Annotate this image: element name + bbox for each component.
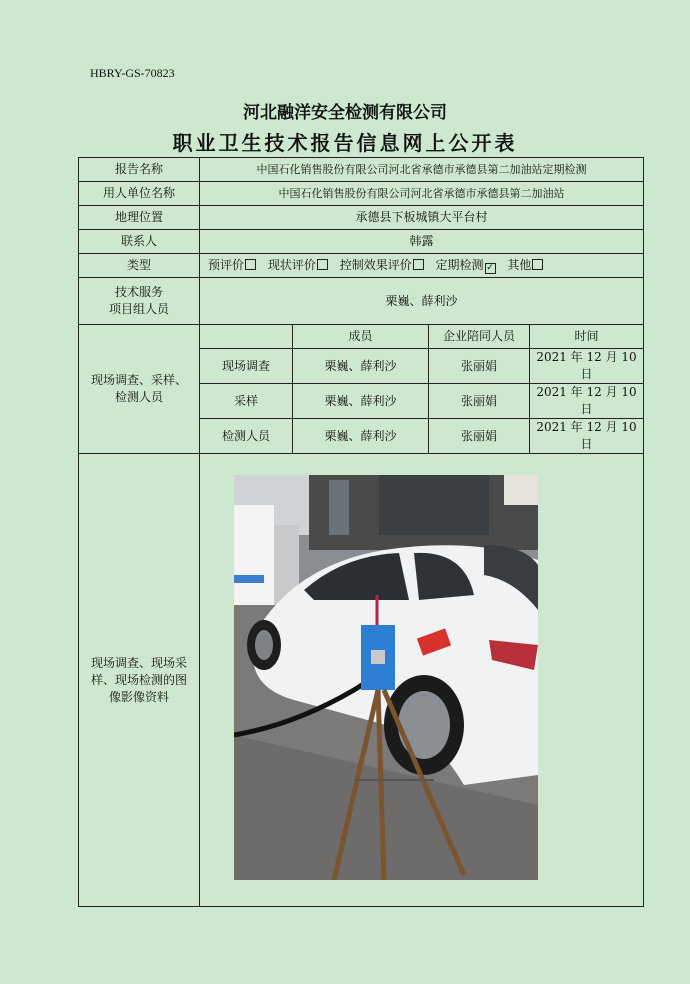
page-title: 职业卫生技术报告信息网上公开表 [172, 131, 518, 155]
checkbox[interactable] [245, 259, 256, 270]
survey-header-members: 成员 [293, 325, 429, 349]
survey-row: 采样 栗巍、薛利沙 张丽娟 2021 年 12 月 10 日 [79, 384, 644, 419]
survey-header-empty [200, 325, 293, 349]
tech-team-label: 技术服务 项目组人员 [79, 278, 200, 325]
survey-header-accompany: 企业陪同人员 [429, 325, 530, 349]
tech-team-value: 栗巍、薛利沙 [200, 278, 644, 325]
info-table [78, 157, 644, 907]
type-option-periodic-detection[interactable]: 定期检测 ✓ [435, 258, 494, 273]
location-value: 承德县下板城镇大平台村 [200, 206, 644, 230]
location-label: 地理位置 [79, 206, 200, 230]
survey-label: 现场调查、采样、 检测人员 [79, 325, 200, 454]
survey-header-time: 时间 [530, 325, 644, 349]
survey-row: 现场调查 栗巍、薛利沙 张丽娟 2021 年 12 月 10 日 [79, 349, 644, 384]
document-code: HBRY-GS-70823 [90, 66, 175, 80]
report-name-label: 报告名称 [79, 158, 200, 182]
type-option-control-effect[interactable]: 控制效果评价 [340, 258, 424, 272]
checkbox[interactable] [532, 259, 543, 270]
type-option-pre-evaluation[interactable]: 预评价 [208, 258, 256, 272]
survey-row: 检测人员 栗巍、薛利沙 张丽娟 2021 年 12 月 10 日 [79, 419, 644, 454]
checkbox[interactable] [413, 259, 424, 270]
employer-value: 中国石化销售股份有限公司河北省承德市承德县第二加油站 [200, 182, 644, 206]
company-name: 河北融洋安全检测有限公司 [243, 103, 447, 123]
contact-label: 联系人 [79, 230, 200, 254]
checkbox-checked[interactable]: ✓ [486, 263, 494, 273]
site-photo [234, 475, 538, 880]
type-label: 类型 [79, 254, 200, 278]
type-option-status-evaluation[interactable]: 现状评价 [268, 258, 328, 272]
contact-value: 韩露 [200, 230, 644, 254]
type-options [200, 254, 644, 278]
report-name-value: 中国石化销售股份有限公司河北省承德市承德县第二加油站定期检测 [200, 158, 644, 182]
checkbox[interactable] [317, 259, 328, 270]
employer-label: 用人单位名称 [79, 182, 200, 206]
photo-cell [200, 454, 644, 907]
photo-label: 现场调查、现场采 样、现场检测的图 像影像资料 [79, 454, 200, 907]
type-option-other[interactable]: 其他 [507, 258, 543, 272]
